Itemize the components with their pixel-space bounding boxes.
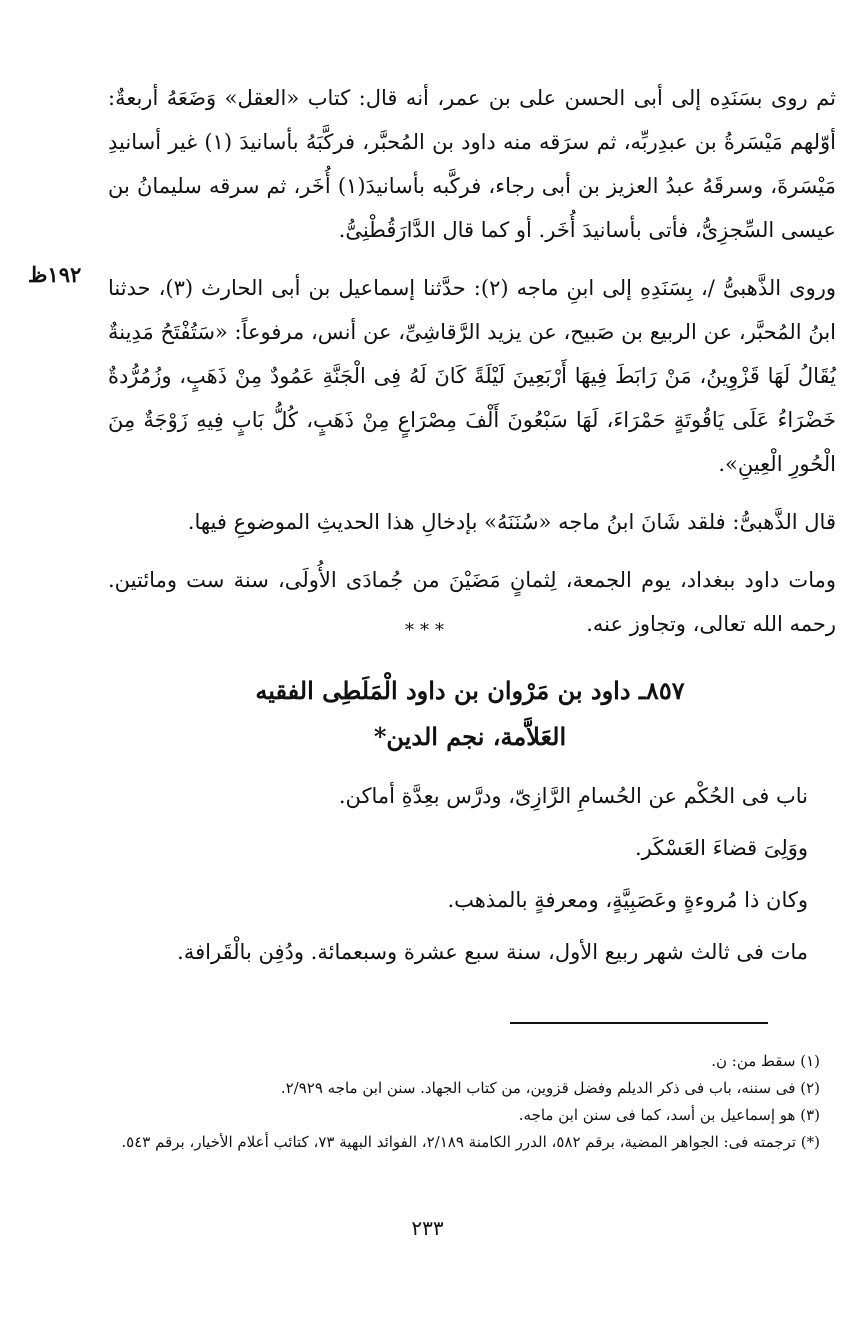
- page-number: ٢٣٣: [411, 1216, 444, 1240]
- footnote: (١) سقط من: ن.: [711, 1052, 820, 1070]
- margin-folio-note: ١٩٢ظ: [28, 262, 82, 287]
- entry-line: مات فى ثالث شهر ربيع الأول، سنة سبع عشرة وسبعمائة. ودُفِن بالْقَرافة.: [177, 940, 808, 964]
- entry-line: وكان ذا مُروءةٍ وعَصَبِيَّةٍ، ومعرفةٍ بالمذهب.: [447, 888, 808, 912]
- entry-line: ووَلِىَ قضاءَ العَسْكَر.: [634, 836, 808, 860]
- paragraph-aql-book: ثم روى بسَنَدِه إلى أبى الحسن على بن عمر، أنه قال: كتاب «العقل» وَضَعَهُ أربعةٌ: أوّلهم مَيْسَرةُ بن عبدِربِّه، ثم سرَقه منه داود بن المُحبَّر، فركَّبَهُ بأسانيدَ (١) غير أسانيدِ مَيْسَرةَ، وسرقَهُ عبدُ العزيز بن أبى رجاء، فركَّبه بأسانيدَ(١) أُخَر، ثم سرقه سليمانُ بن عيسى السِّجزِىُّ، فأتى بأسانيدَ أُخَر. أو كما قال الدَّارَقُطْنِىُّ.: [108, 86, 836, 242]
- footnote: (٣) هو إسماعيل بن أسد، كما فى سنن ابن ماجه.: [518, 1106, 820, 1124]
- entry-line: ناب فى الحُكْم عن الحُسامِ الرَّازِىّ، ودرَّس بعِدَّةِ أماكن.: [338, 784, 808, 808]
- entry-heading-line-2: العَلاَّمة، نجم الدين*: [373, 722, 567, 751]
- section-separator: ***: [405, 620, 450, 641]
- entry-heading-line-1: ٨٥٧ـ داود بن مَرْوان بن داود الْمَلَطِى الفقيه: [255, 676, 685, 705]
- entry-body: [108, 770, 808, 978]
- paragraph-dhahabi-comment: قال الذَّهبىُّ: فلقد شَانَ ابنُ ماجه «سُنَنَهُ» بإدخالِ هذا الحديثِ الموضوعِ فيها.: [187, 510, 836, 534]
- footnote: (*) ترجمته فى: الجواهر المضية، برقم ٥٨٢، الدرر الكامنة ٢/١٨٩، الفوائد البهية ٧٣، كتائب أعلام الأخيار، برقم ٥٤٣.: [121, 1133, 820, 1151]
- paragraph-dhahabi-hadith: وروى الذَّهبىُّ /، بِسَنَدِهِ إلى ابنِ ماجه (٢): حدَّثنا إسماعيل بن أبى الحارث (٣)، حدثنا ابنُ المُحبَّر، عن الربيع بن صَبيح، عن يزيد الرَّقاشِىِّ، عن أنس، مرفوعاً: «سَتُفْتَحُ مَدِينةٌ يُقَالُ لَهَا قَزْوِينُ، مَنْ رَابَطَ فِيهَا أَرْبَعِينَ لَيْلَةً كَانَ لَهُ فِى الْجَنَّةِ عَمُودٌ مِنْ ذَهَبٍ، وزُمُرُّدةٌ خَضْرَاءُ عَلَى يَاقُوتَةٍ حَمْرَاءَ، لَهَا سَبْعُونَ أَلْفَ مِصْرَاعٍ مِنْ ذَهَبٍ، كُلُّ بَابٍ فِيهِ زَوْجَةٌ مِنَ الْحُورِ الْعِينِ».: [108, 276, 836, 476]
- footnote-divider: [510, 1022, 768, 1024]
- footnotes: [108, 1048, 820, 1156]
- paragraph-death-note: ومات داود ببغداد، يوم الجمعة، لِثمانٍ مَضَيْنَ من جُمادَى الأُولَى، سنة ست ومائتين. رحمه الله تعالى، وتجاوز عنه.: [108, 568, 836, 636]
- footnote: (٢) فى سننه، باب فى ذكر الديلم وفضل قزوين، من كتاب الجهاد. سنن ابن ماجه ٢/٩٢٩.: [280, 1079, 820, 1097]
- main-text: [108, 76, 836, 646]
- entry-heading: [120, 668, 820, 760]
